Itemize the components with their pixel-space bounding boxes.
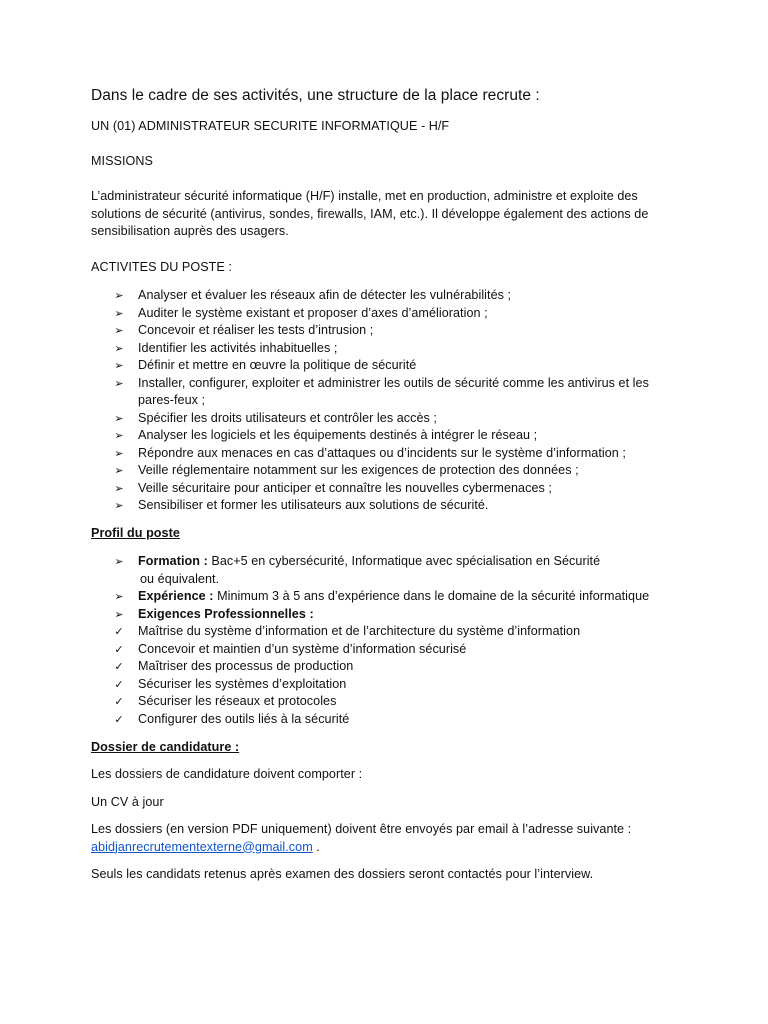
- list-item: ➢ Veille réglementaire notamment sur les exigences de protection des données ;: [112, 462, 672, 480]
- list-item: ✓ Sécuriser les systèmes d’exploitation: [112, 676, 672, 694]
- list-item: ➢ Concevoir et réaliser les tests d’intrusion ;: [112, 322, 672, 340]
- missions-heading: MISSIONS: [91, 154, 153, 168]
- check-bullet-icon: ✓: [114, 642, 124, 656]
- arrow-bullet-icon: ➢: [114, 464, 124, 477]
- profile-heading: Profil du poste: [91, 526, 180, 540]
- arrow-bullet-icon: ➢: [114, 359, 124, 372]
- check-bullet-icon: ✓: [114, 677, 124, 691]
- arrow-bullet-icon: ➢: [114, 607, 124, 621]
- arrow-bullet-icon: ➢: [114, 481, 124, 495]
- list-item: ➢ Veille sécuritaire pour anticiper et connaître les nouvelles cybermenaces ;: [112, 480, 672, 498]
- profile-list: [112, 553, 672, 728]
- list-item: ➢ Répondre aux menaces en cas d’attaques ou d’incidents sur le système d’information ;: [112, 445, 672, 463]
- activities-heading: ACTIVITES DU POSTE :: [91, 260, 232, 274]
- list-item: ou équivalent.: [140, 571, 220, 586]
- list-item: ✓ Concevoir et maintien d’un système d’information sécurisé: [112, 641, 672, 659]
- list-item: ➢ Auditer le système existant et proposer d’axes d’amélioration ;: [112, 305, 672, 323]
- list-item: ✓ Configurer des outils liés à la sécurité: [112, 711, 672, 729]
- list-item: ➢ Sensibiliser et former les utilisateurs aux solutions de sécurité.: [112, 497, 672, 515]
- application-heading: Dossier de candidature :: [91, 740, 240, 754]
- closing-note: Seuls les candidats retenus après examen des dossiers seront contactés pour l’interview.: [91, 867, 594, 881]
- check-bullet-icon: ✓: [114, 660, 124, 673]
- intro-heading: Dans le cadre de ses activités, une structure de la place recrute :: [91, 87, 540, 104]
- list-item: ➢ Définir et mettre en œuvre la politique de sécurité: [112, 357, 672, 375]
- arrow-bullet-icon: ➢: [114, 324, 124, 337]
- arrow-bullet-icon: ➢: [114, 411, 124, 425]
- email-link[interactable]: abidjanrecrutementexterne@gmail.com: [91, 839, 313, 854]
- list-item: ➢ Exigences Professionnelles :: [112, 606, 672, 624]
- position-title: UN (01) ADMINISTRATEUR SECURITE INFORMATIQUE - H/F: [91, 119, 450, 133]
- arrow-bullet-icon: ➢: [114, 341, 124, 355]
- activities-list: [112, 287, 672, 515]
- list-item: ➢ Identifier les activités inhabituelles ;: [112, 340, 672, 358]
- application-cv: Un CV à jour: [91, 795, 164, 809]
- list-item: ➢ Expérience : Minimum 3 à 5 ans d’expérience dans le domaine de la sécurité informatique: [112, 588, 672, 606]
- arrow-bullet-icon: ➢: [114, 306, 124, 320]
- arrow-bullet-icon: ➢: [114, 289, 124, 302]
- list-item: ➢ Spécifier les droits utilisateurs et contrôler les accès ;: [112, 410, 672, 428]
- check-bullet-icon: ✓: [114, 695, 124, 708]
- arrow-bullet-icon: ➢: [114, 376, 124, 390]
- list-item: ➢ Formation : Bac+5 en cybersécurité, Informatique avec spécialisation en Sécurité: [112, 553, 672, 571]
- check-bullet-icon: ✓: [114, 625, 124, 638]
- missions-text: L’administrateur sécurité informatique (H/F) installe, met en production, administre et exploite des solutions de sécurité (antivirus, sondes, firewalls, IAM, etc.). Il développe également des actions de sensibilisation auprès des usagers.: [91, 189, 649, 238]
- arrow-bullet-icon: ➢: [114, 446, 124, 460]
- list-item: ✓ Sécuriser les réseaux et protocoles: [112, 693, 672, 711]
- arrow-bullet-icon: ➢: [114, 555, 124, 568]
- check-bullet-icon: ✓: [114, 712, 124, 726]
- list-item: ➢ Analyser et évaluer les réseaux afin de détecter les vulnérabilités ;: [112, 287, 672, 305]
- list-item: ➢ Installer, configurer, exploiter et administrer les outils de sécurité comme les antivirus et les pares-feux ;: [112, 375, 672, 410]
- application-requirements: Les dossiers de candidature doivent comporter :: [91, 767, 363, 781]
- application-instructions: Les dossiers (en version PDF uniquement) doivent être envoyés par email à l’adresse suivante : abidjanrecrutementexterne@gmail.com .: [91, 822, 632, 854]
- arrow-bullet-icon: ➢: [114, 429, 124, 442]
- arrow-bullet-icon: ➢: [114, 590, 124, 603]
- arrow-bullet-icon: ➢: [114, 499, 124, 512]
- list-item: ✓ Maîtrise du système d’information et de l’architecture du système d’information: [112, 623, 672, 641]
- list-item: ✓ Maîtriser des processus de production: [112, 658, 672, 676]
- list-item: ➢ Analyser les logiciels et les équipements destinés à intégrer le réseau ;: [112, 427, 672, 445]
